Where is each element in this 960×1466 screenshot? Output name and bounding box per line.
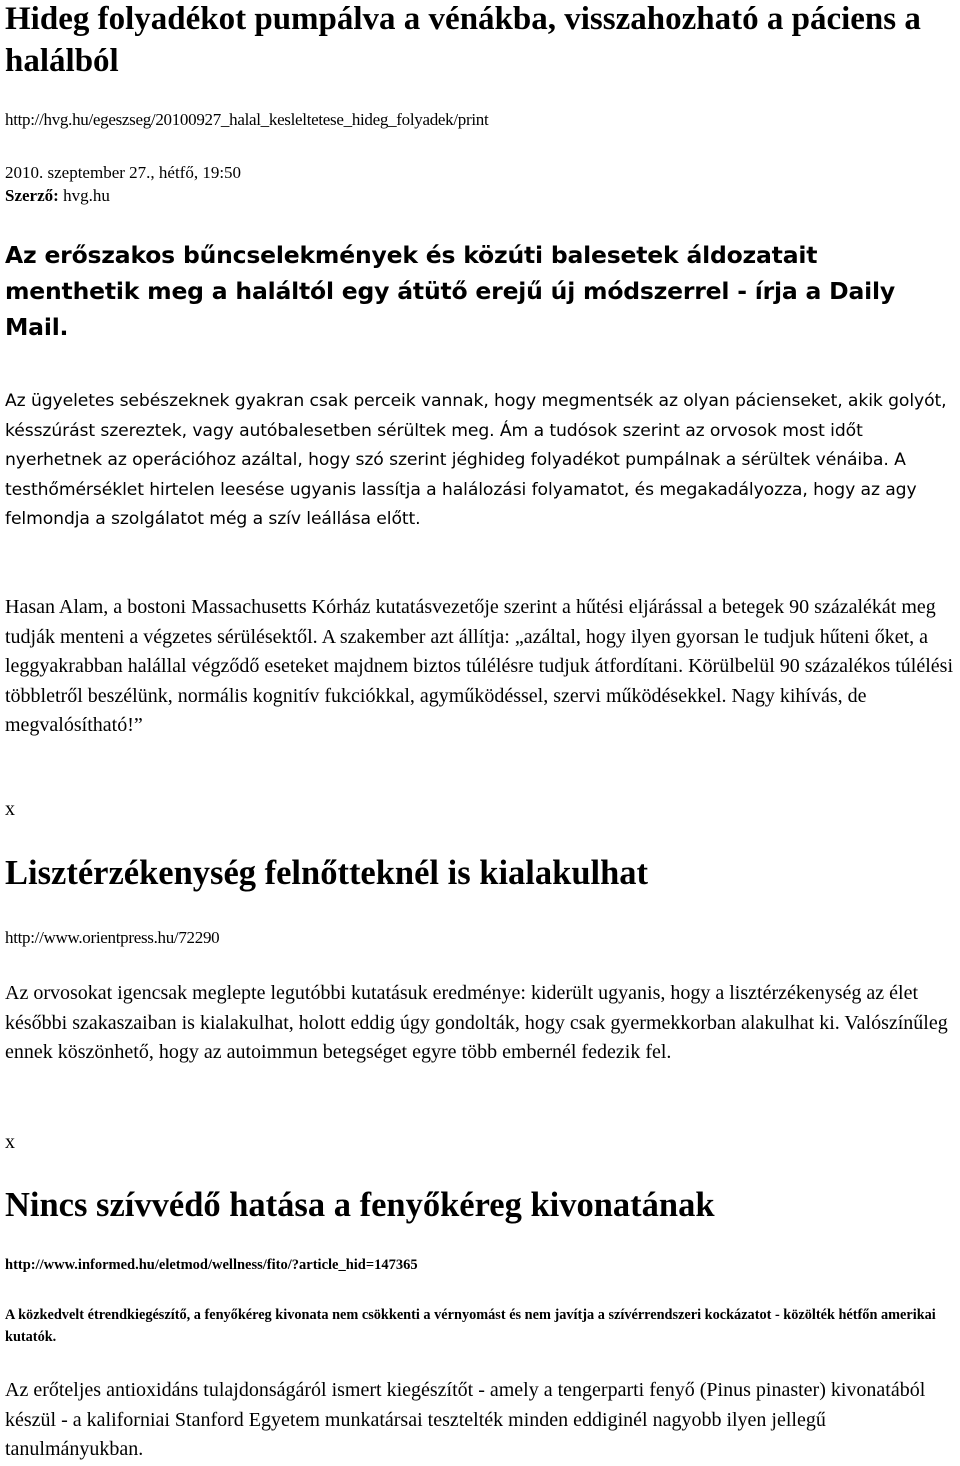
article3-title: Nincs szívvédő hatása a fenyőkéreg kivonatának — [5, 1186, 715, 1224]
author-name: hvg.hu — [63, 186, 110, 205]
article2-url: http://www.orientpress.hu/72290 — [5, 928, 220, 947]
author-label: Szerző: — [5, 186, 59, 205]
article2-title: Lisztérzékenység felnőtteknél is kialakulhat — [5, 854, 649, 892]
article1-paragraph-2: Hasan Alam, a bostoni Massachusetts Kórház kutatásvezetője szerint a hűtési eljárással a betegek 90 százalékát meg tudják menteni a végzetes sérülésektől. A szakember azt állítja: „azáltal, hogy ilyen gyorsan le tudjuk hűteni őket, a leggyakrabban halállal végződő eseteket majdnem biztos túlélésre tudjuk átfordítani. Körülbelül 90 százalékos túlélési többletről beszélünk, normális kognitív fukciókkal, agyműködéssel, szervi működésekkel. Nagy kihívás, de megvalósítható!” — [5, 596, 954, 736]
article1-date: 2010. szeptember 27., hétfő, 19:50 — [5, 163, 242, 182]
article1-title: Hideg folyadékot pumpálva a vénákba, visszahozható a páciens a halálból — [5, 1, 921, 79]
article3-paragraph-1: Az erőteljes antioxidáns tulajdonságáról ismert kiegészítőt - amely a tengerparti fenyő (Pinus pinaster) kivonatából készül - a kaliforniai Stanford Egyetem munkatársai tesztelték minden eddiginél nagyobb ilyen jellegű tanulmányukban. — [5, 1379, 926, 1460]
article3-lead: A közkedvelt étrendkiegészítő, a fenyőkéreg kivonata nem csökkenti a vérnyomást és nem javítja a szívérrendszeri kockázatot - közölték hétfőn amerikai kutatók. — [5, 1307, 936, 1345]
article1-paragraph-1: Az ügyeletes sebészeknek gyakran csak perceik vannak, hogy megmentsék az olyan pácienseket, akik golyót, késszúrást szereztek, vagy autóbalesetben sérültek meg. Ám a tudósok szerint az orvosok most időt nyerhetnek az operációhoz azáltal, hogy szó szerint jéghideg folyadékot pumpálnak a sérültek vénáiba. A testhőmérséklet hirtelen leesése ugyanis lassítja a halálozási folyamatot, és megakadályozza, hogy az agy felmondja a szolgálatot még a szív leállása előtt. — [5, 391, 947, 529]
separator-mark: x — [5, 798, 15, 820]
article1-author-line — [5, 184, 110, 207]
article1-url: http://hvg.hu/egeszseg/20100927_halal_kesleltetese_hideg_folyadek/print — [5, 110, 489, 129]
article1-lead: Az erőszakos bűncselekmények és közúti balesetek áldozatait menthetik meg a haláltól egy átütő erejű új módszerrel - írja a Daily Mail. — [5, 241, 895, 341]
article3-url: http://www.informed.hu/eletmod/wellness/fito/?article_hid=147365 — [5, 1257, 418, 1273]
separator-mark: x — [5, 1131, 15, 1153]
article2-paragraph-1: Az orvosokat igencsak meglepte legutóbbi kutatásuk eredménye: kiderült ugyanis, hogy a lisztérzékenység az élet későbbi szakaszaiban is kialakulhat, holott eddig úgy gondolták, hogy csak gyermekkorban alakulhat ki. Valószínűleg ennek köszönhető, hogy az autoimmun betegséget egyre több embernél fedezik fel. — [5, 982, 948, 1063]
